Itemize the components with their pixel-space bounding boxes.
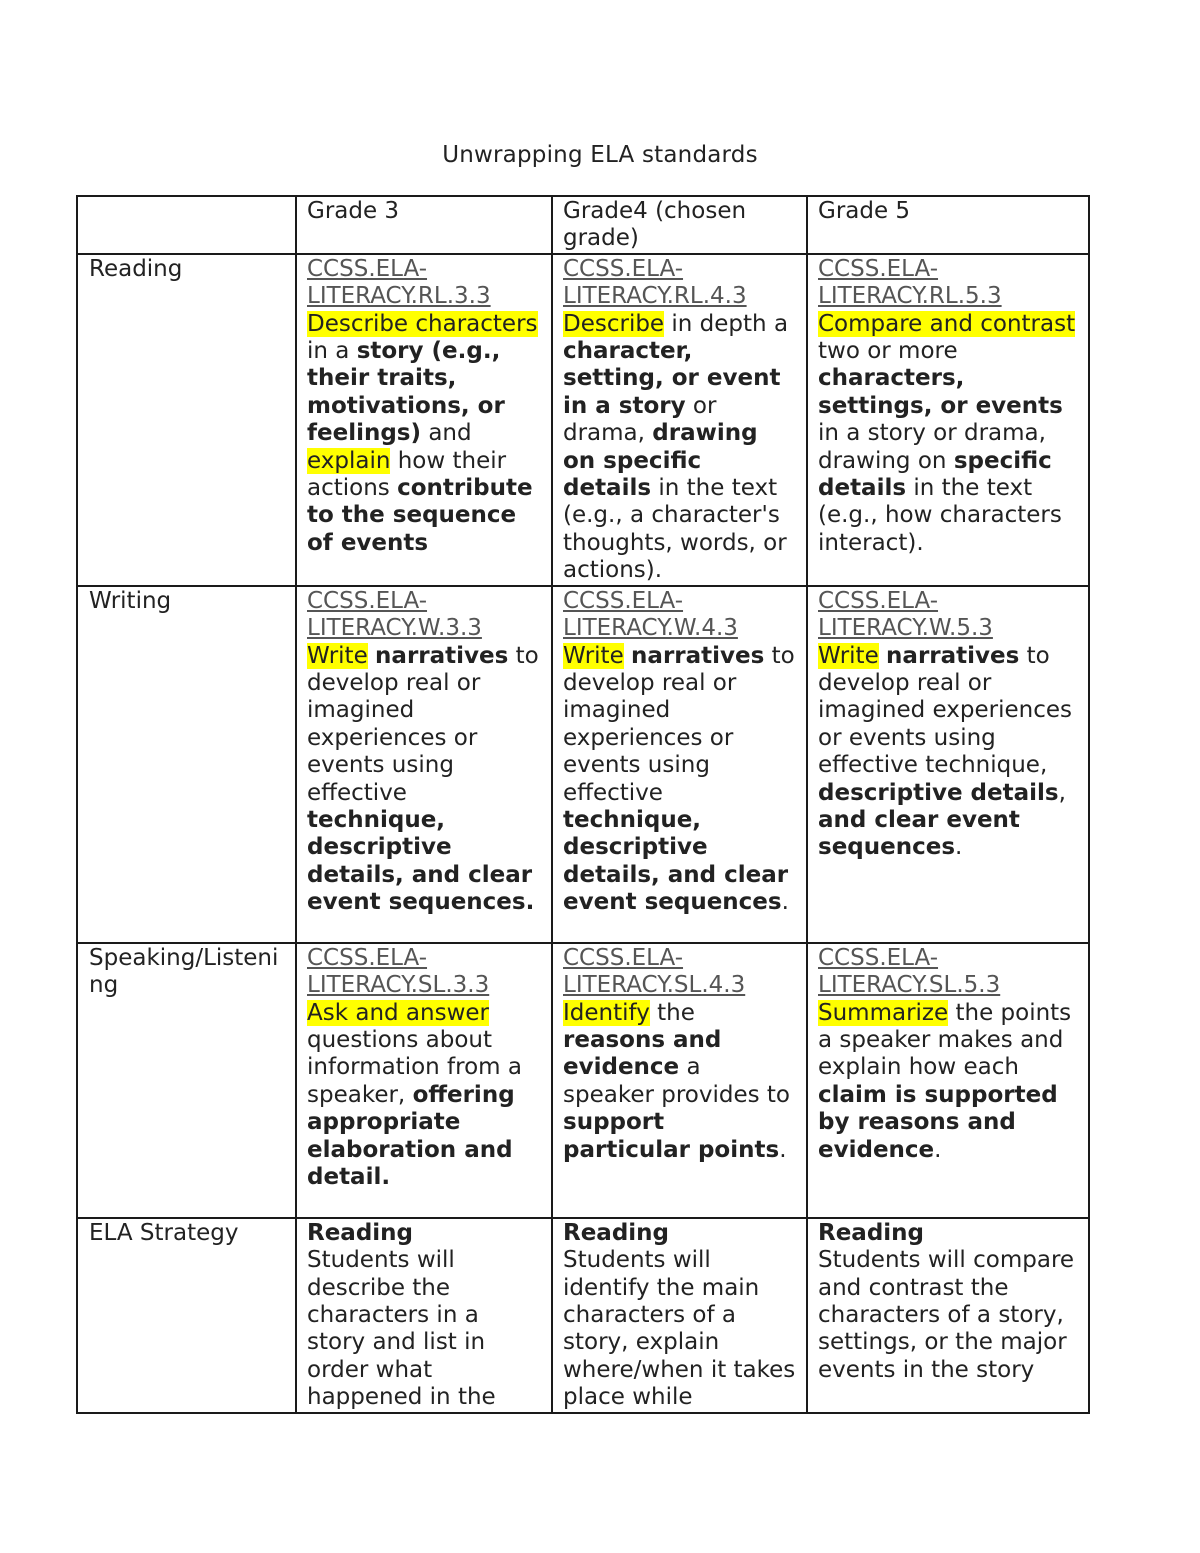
table-row-writing (77, 586, 1089, 943)
standard-text: . (781, 889, 789, 916)
highlighted-verb: Describe characters (307, 310, 538, 337)
table-row-reading (77, 254, 1089, 586)
standard-text (879, 643, 886, 669)
speaking-grade-4-cell (552, 943, 807, 1218)
standard-text: in a story or drama, drawing on (818, 420, 1046, 474)
reading-grade-5-cell (807, 254, 1089, 586)
strategy-text: Students will identify the main characters of a story, explain where/when it takes place while (563, 1247, 796, 1411)
header-blank-cell (77, 196, 296, 254)
strategy-grade-4-cell (552, 1218, 807, 1413)
bold-phrase: technique, descriptive details, and clear event sequences (563, 806, 789, 916)
standard-code-link[interactable]: CCSS.ELA-LITERACY.SL.5.3 (818, 944, 1001, 999)
row-label-reading: Reading (77, 254, 296, 586)
strategy-text: Students will compare and contrast the characters of a story, settings, or the major events in the story (818, 1247, 1075, 1383)
row-label-speaking-listening (77, 943, 296, 1218)
bold-phrase: technique, descriptive details, and clear event sequences. (307, 806, 535, 916)
table-row-ela-strategy (77, 1218, 1089, 1413)
header-grade-5: Grade 5 (807, 196, 1089, 254)
highlighted-verb: explain (307, 447, 391, 474)
writing-grade-4-cell (552, 586, 807, 943)
highlighted-verb: Compare and contrast (818, 310, 1076, 337)
bold-phrase: specific details (818, 447, 1052, 502)
bold-phrase: contribute to the sequence of events (307, 475, 533, 556)
row-label-text: Speaking/Listening (89, 944, 279, 999)
bold-phrase: narratives (886, 642, 1020, 669)
strategy-text: Students will describe the characters in a story and list in order what happened in the (307, 1247, 496, 1411)
standard-text (368, 643, 375, 669)
standard-text: questions about information from a speaker, (307, 1026, 522, 1108)
bold-phrase: narratives (631, 642, 765, 669)
bold-phrase: descriptive details (818, 779, 1059, 806)
table-row-speaking-listening (77, 943, 1089, 1218)
standard-text: in depth a (664, 310, 789, 337)
strategy-heading: Reading (818, 1219, 925, 1246)
standard-text: in a (307, 338, 357, 365)
reading-grade-3-cell (296, 254, 552, 586)
page-title: Unwrapping ELA standards (442, 142, 758, 168)
row-label-writing: Writing (77, 586, 296, 943)
bold-phrase: characters, settings, or events (818, 365, 1063, 419)
standard-code-link[interactable]: CCSS.ELA-LITERACY.SL.3.3 (307, 944, 490, 999)
header-grade-4: Grade4 (chosen grade) (552, 196, 807, 254)
standard-text: or drama, (563, 392, 717, 447)
standard-text: . (779, 1136, 787, 1163)
standard-text: to develop real or imagined experiences or events using effective technique, (818, 642, 1072, 779)
highlighted-verb: Write (307, 642, 368, 669)
standard-code-link[interactable]: CCSS.ELA-LITERACY.RL.4.3 (563, 255, 747, 310)
standards-table (76, 195, 1090, 1414)
standard-text: how their actions (307, 447, 507, 502)
bold-phrase: drawing on specific details (563, 420, 758, 502)
speaking-grade-3-cell (296, 943, 552, 1218)
standard-text: in the text (e.g., how characters interact). (818, 475, 1062, 556)
strategy-grade-3-cell (296, 1218, 552, 1413)
standard-code-link[interactable]: CCSS.ELA-LITERACY.W.3.3 (307, 587, 482, 642)
reading-grade-4-cell (552, 254, 807, 586)
standard-code-link[interactable]: CCSS.ELA-LITERACY.W.5.3 (818, 587, 993, 642)
row-label-ela-strategy: ELA Strategy (77, 1218, 296, 1413)
standard-text: to develop real or imagined experiences or events using effective (563, 642, 795, 806)
highlighted-verb: Ask and answer (307, 999, 490, 1026)
standard-text: the (649, 999, 695, 1026)
bold-phrase: narratives (375, 642, 509, 669)
highlighted-verb: Identify (563, 999, 650, 1026)
highlighted-verb: Write (818, 642, 879, 669)
highlighted-verb: Summarize (818, 999, 949, 1026)
strategy-grade-5-cell (807, 1218, 1089, 1413)
standard-code-link[interactable]: CCSS.ELA-LITERACY.W.4.3 (563, 587, 738, 642)
standard-text: . (934, 1136, 942, 1163)
writing-grade-5-cell (807, 586, 1089, 943)
highlighted-verb: Describe (563, 310, 665, 337)
standard-code-link[interactable]: CCSS.ELA-LITERACY.RL.3.3 (307, 255, 491, 310)
standard-text: , (1058, 779, 1066, 806)
highlighted-verb: Write (563, 642, 624, 669)
standard-text: to develop real or imagined experiences or events using effective (307, 642, 539, 806)
writing-grade-3-cell (296, 586, 552, 943)
standard-text (624, 643, 631, 669)
standard-text: . (955, 834, 963, 861)
standard-text: and (421, 420, 472, 447)
standard-text: a speaker provides to (563, 1054, 791, 1108)
standard-code-link[interactable]: CCSS.ELA-LITERACY.RL.5.3 (818, 255, 1002, 310)
header-grade-3: Grade 3 (296, 196, 552, 254)
bold-phrase: support particular points (563, 1109, 780, 1163)
standard-code-link[interactable]: CCSS.ELA-LITERACY.SL.4.3 (563, 944, 746, 999)
bold-phrase: and clear event sequences (818, 806, 1020, 861)
strategy-heading: Reading (307, 1219, 414, 1246)
standard-text: in the text (e.g., a character's thoughts, words, or actions). (563, 475, 787, 584)
strategy-heading: Reading (563, 1219, 670, 1246)
bold-phrase: offering appropriate elaboration and detail. (307, 1081, 515, 1190)
bold-phrase: claim is supported by reasons and evidence (818, 1081, 1058, 1163)
standard-text: the points a speaker makes and explain how each (818, 999, 1072, 1081)
bold-phrase: story (e.g., their traits, motivations, or feelings) (307, 338, 505, 447)
bold-phrase: reasons and evidence (563, 1026, 722, 1081)
table-header-row (77, 196, 1089, 254)
speaking-grade-5-cell (807, 943, 1089, 1218)
bold-phrase: character, setting, or event in a story (563, 338, 781, 419)
standard-text: two or more (818, 338, 958, 365)
